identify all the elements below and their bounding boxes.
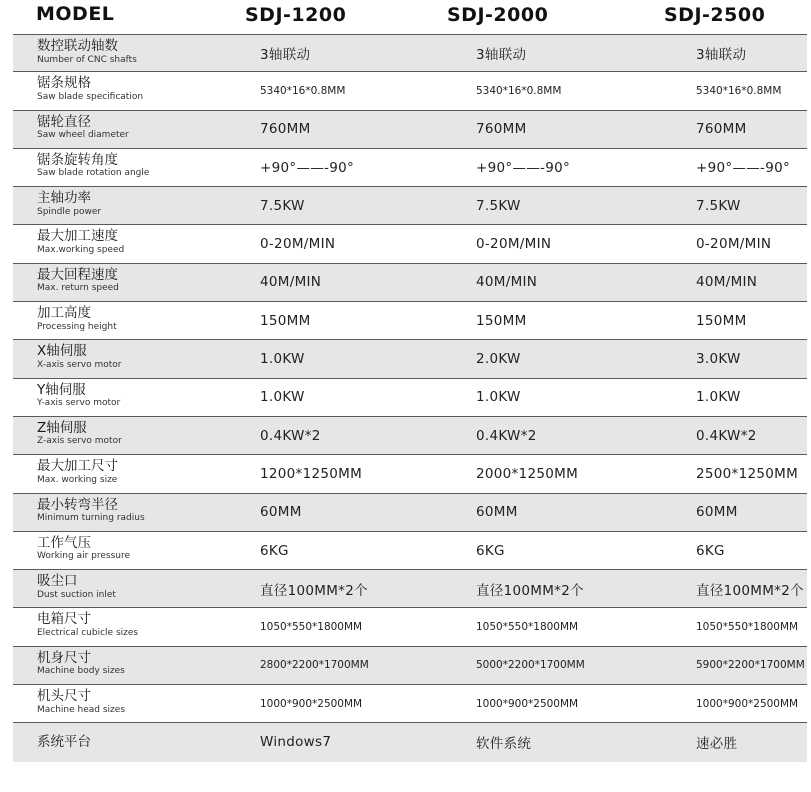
spec-value-sdj-1200: 2800*2200*1700MM bbox=[260, 659, 369, 672]
model-sdj-1200-heading: SDJ-1200 bbox=[245, 4, 347, 26]
spec-label-en: Z-axis servo motor bbox=[37, 436, 122, 447]
table-row bbox=[13, 111, 807, 149]
spec-value-sdj-1200: 1.0KW bbox=[260, 389, 305, 406]
spec-label-en: Saw blade specification bbox=[37, 91, 144, 102]
spec-label bbox=[37, 113, 129, 141]
spec-value-sdj-1200: 0-20M/MIN bbox=[260, 236, 336, 253]
table-row bbox=[13, 379, 807, 417]
spec-label bbox=[37, 690, 125, 715]
spec-value-sdj-1200: 40M/MIN bbox=[260, 274, 322, 291]
table-row bbox=[13, 34, 807, 72]
spec-value-sdj-1200: 直径100MM*2个 bbox=[260, 582, 368, 599]
table-row bbox=[13, 187, 807, 225]
spec-label-zh: 锯条旋转角度 bbox=[37, 151, 118, 168]
spec-table bbox=[13, 34, 807, 762]
spec-value-sdj-2500: 150MM bbox=[696, 312, 747, 329]
spec-label-en: Spindle power bbox=[37, 206, 102, 217]
spec-value-sdj-1200: +90°——-90° bbox=[260, 159, 355, 176]
spec-label bbox=[37, 345, 122, 370]
spec-value-sdj-2500: 直径100MM*2个 bbox=[696, 582, 804, 599]
spec-value-sdj-2000: 40M/MIN bbox=[476, 274, 538, 291]
table-row bbox=[13, 455, 807, 493]
spec-value-sdj-2000: 60MM bbox=[476, 504, 518, 521]
spec-value-sdj-1200: 5340*16*0.8MM bbox=[260, 84, 346, 97]
spec-value-sdj-2500: 3.0KW bbox=[696, 351, 741, 368]
spec-label-zh: 最大加工尺寸 bbox=[37, 458, 118, 475]
spec-label bbox=[37, 460, 118, 485]
spec-value-sdj-2000: 2.0KW bbox=[476, 351, 521, 368]
model-heading: MODEL bbox=[36, 3, 115, 25]
spec-label-zh: 数控联动轴数 bbox=[37, 38, 118, 54]
spec-value-sdj-2500: 60MM bbox=[696, 504, 738, 521]
spec-label bbox=[37, 613, 138, 638]
table-row bbox=[13, 225, 807, 263]
spec-value-sdj-2500: 1050*550*1800MM bbox=[696, 621, 799, 634]
spec-label-zh: 锯条规格 bbox=[37, 75, 91, 92]
spec-value-sdj-2500: 6KG bbox=[696, 542, 725, 559]
spec-value-sdj-1200: 150MM bbox=[260, 312, 311, 329]
spec-label-en: Y-axis servo motor bbox=[37, 398, 121, 409]
spec-label bbox=[37, 40, 137, 65]
spec-label-zh: 最小转弯半径 bbox=[37, 496, 118, 513]
spec-value-sdj-2000: 150MM bbox=[476, 312, 527, 329]
spec-value-sdj-2500: 760MM bbox=[696, 121, 747, 138]
spec-label bbox=[37, 307, 117, 332]
spec-label bbox=[37, 230, 124, 255]
table-row bbox=[13, 494, 807, 532]
spec-value-sdj-2000: 1.0KW bbox=[476, 389, 521, 406]
spec-value-sdj-2000: 2000*1250MM bbox=[476, 465, 579, 482]
spec-label bbox=[37, 496, 145, 524]
spec-value-sdj-2000: 7.5KW bbox=[476, 197, 521, 214]
spec-label-zh: 电箱尺寸 bbox=[37, 611, 91, 628]
spec-label bbox=[37, 534, 131, 562]
spec-label-zh: 系统平台 bbox=[37, 734, 91, 751]
spec-value-sdj-2500: 1.0KW bbox=[696, 389, 741, 406]
spec-label-en: Processing height bbox=[37, 321, 117, 332]
spec-value-sdj-2000: 3轴联动 bbox=[476, 47, 527, 64]
spec-value-sdj-1200: 1.0KW bbox=[260, 351, 305, 368]
spec-label bbox=[37, 736, 91, 750]
spec-value-sdj-2500: 0-20M/MIN bbox=[696, 236, 772, 253]
spec-label bbox=[37, 266, 119, 294]
table-row bbox=[13, 532, 807, 570]
model-sdj-2000-heading: SDJ-2000 bbox=[447, 4, 549, 26]
spec-label-zh: 最大回程速度 bbox=[37, 266, 118, 283]
spec-value-sdj-2000: 6KG bbox=[476, 542, 505, 559]
spec-label-en: Dust suction inlet bbox=[37, 589, 116, 600]
spec-value-sdj-2500: 1000*900*2500MM bbox=[696, 697, 799, 710]
spec-label-en: Machine body sizes bbox=[37, 666, 125, 677]
spec-label-en: Max.working speed bbox=[37, 244, 125, 255]
spec-value-sdj-2000: 1000*900*2500MM bbox=[476, 697, 579, 710]
spec-label bbox=[37, 77, 143, 102]
table-row bbox=[13, 264, 807, 302]
model-sdj-2500-heading: SDJ-2500 bbox=[664, 4, 766, 26]
table-row bbox=[13, 608, 807, 646]
spec-value-sdj-1200: 1050*550*1800MM bbox=[260, 621, 363, 634]
table-row bbox=[13, 149, 807, 187]
spec-value-sdj-2000: 0.4KW*2 bbox=[476, 427, 537, 444]
spec-label-en: Saw wheel diameter bbox=[37, 130, 129, 141]
spec-value-sdj-2000: 软件系统 bbox=[476, 736, 532, 753]
spec-label-en: Minimum turning radius bbox=[37, 513, 145, 524]
table-row bbox=[13, 685, 807, 723]
spec-label-zh: Y轴伺服 bbox=[37, 381, 86, 398]
spec-value-sdj-1200: 1200*1250MM bbox=[260, 465, 363, 482]
spec-value-sdj-1200: 60MM bbox=[260, 504, 302, 521]
spec-label-en: Number of CNC shafts bbox=[37, 54, 137, 65]
spec-label-zh: Z轴伺服 bbox=[37, 419, 87, 436]
spec-value-sdj-1200: 0.4KW*2 bbox=[260, 427, 321, 444]
spec-label bbox=[37, 575, 116, 600]
spec-value-sdj-2000: 直径100MM*2个 bbox=[476, 582, 584, 599]
spec-label bbox=[37, 381, 121, 409]
spec-label-en: X-axis servo motor bbox=[37, 359, 122, 370]
spec-label-zh: 机身尺寸 bbox=[37, 649, 91, 666]
spec-value-sdj-2500: 2500*1250MM bbox=[696, 465, 799, 482]
spec-label-zh: X轴伺服 bbox=[37, 343, 87, 360]
spec-label-zh: 锯轮直径 bbox=[37, 113, 91, 130]
spec-label-en: Max. return speed bbox=[37, 283, 119, 294]
spec-label-zh: 加工高度 bbox=[37, 305, 91, 322]
spec-label bbox=[37, 192, 101, 217]
spec-value-sdj-2500: +90°——-90° bbox=[696, 159, 791, 176]
table-row bbox=[13, 570, 807, 608]
spec-value-sdj-1200: 3轴联动 bbox=[260, 47, 311, 64]
table-row bbox=[13, 647, 807, 685]
spec-label bbox=[37, 649, 125, 677]
spec-label-zh: 工作气压 bbox=[37, 534, 91, 551]
spec-value-sdj-2500: 7.5KW bbox=[696, 197, 741, 214]
spec-label-en: Max. working size bbox=[37, 474, 118, 485]
spec-label-zh: 最大加工速度 bbox=[37, 228, 118, 245]
spec-value-sdj-2000: 1050*550*1800MM bbox=[476, 621, 579, 634]
spec-label-zh: 主轴功率 bbox=[37, 190, 91, 207]
spec-value-sdj-1200: 1000*900*2500MM bbox=[260, 697, 363, 710]
spec-value-sdj-2500: 5900*2200*1700MM bbox=[696, 659, 805, 672]
spec-value-sdj-2500: 3轴联动 bbox=[696, 47, 747, 64]
table-row bbox=[13, 417, 807, 455]
spec-value-sdj-2000: 5000*2200*1700MM bbox=[476, 659, 585, 672]
spec-label-en: Electrical cubicle sizes bbox=[37, 627, 139, 638]
spec-value-sdj-2000: 760MM bbox=[476, 121, 527, 138]
spec-value-sdj-1200: Windows7 bbox=[260, 734, 332, 751]
spec-value-sdj-1200: 6KG bbox=[260, 542, 289, 559]
spec-label bbox=[37, 419, 122, 447]
table-row bbox=[13, 340, 807, 378]
spec-label-en: Saw blade rotation angle bbox=[37, 168, 150, 179]
spec-label-zh: 机头尺寸 bbox=[37, 688, 91, 705]
spec-label-en: Machine head sizes bbox=[37, 704, 126, 715]
spec-value-sdj-1200: 760MM bbox=[260, 121, 311, 138]
spec-value-sdj-2500: 速必胜 bbox=[696, 736, 738, 753]
spec-label bbox=[37, 151, 150, 179]
table-row bbox=[13, 723, 807, 761]
spec-value-sdj-2000: +90°——-90° bbox=[476, 159, 571, 176]
spec-label-en: Working air pressure bbox=[37, 551, 131, 562]
spec-value-sdj-2500: 5340*16*0.8MM bbox=[696, 84, 782, 97]
spec-value-sdj-2000: 0-20M/MIN bbox=[476, 236, 552, 253]
spec-value-sdj-2500: 0.4KW*2 bbox=[696, 427, 757, 444]
spec-value-sdj-2000: 5340*16*0.8MM bbox=[476, 84, 562, 97]
table-row bbox=[13, 72, 807, 110]
spec-label-zh: 吸尘口 bbox=[37, 573, 78, 590]
table-header bbox=[0, 0, 811, 34]
table-row bbox=[13, 302, 807, 340]
spec-value-sdj-2500: 40M/MIN bbox=[696, 274, 758, 291]
spec-value-sdj-1200: 7.5KW bbox=[260, 197, 305, 214]
